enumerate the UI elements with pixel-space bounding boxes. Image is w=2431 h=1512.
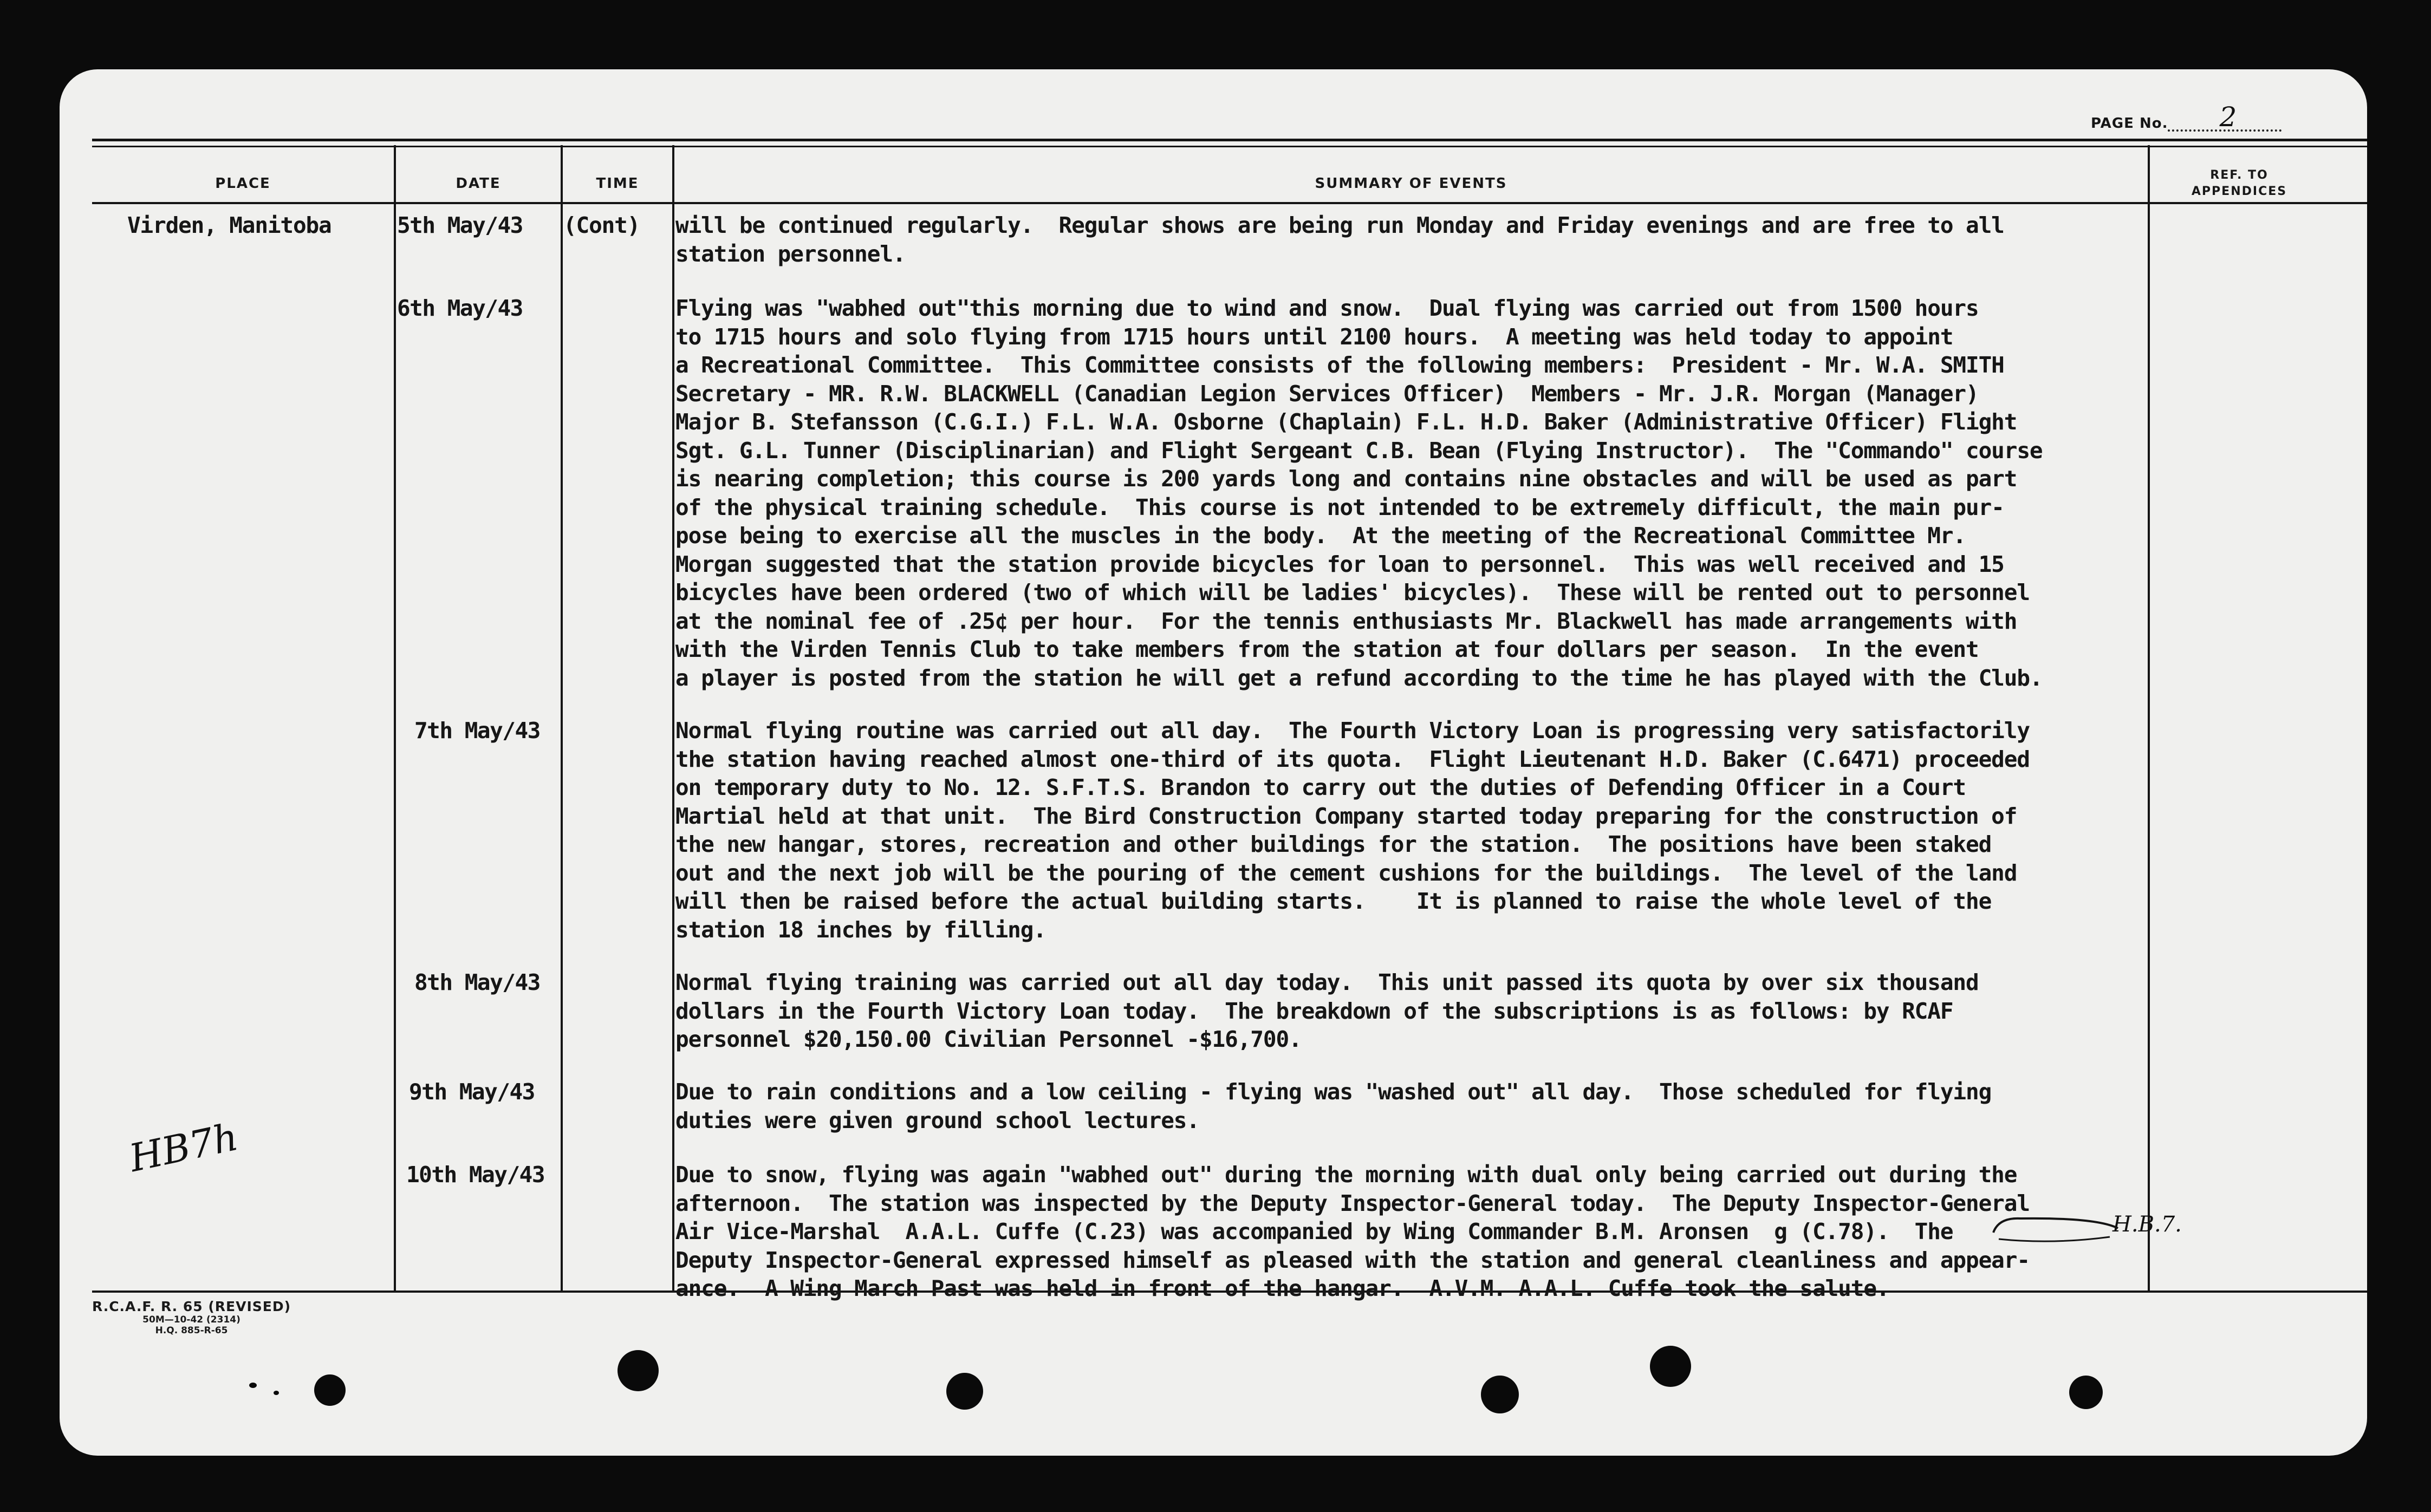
form-code: R.C.A.F. R. 65 (REVISED) (92, 1299, 291, 1314)
binder-hole (314, 1374, 346, 1406)
top-double-rule-2 (92, 146, 2367, 147)
form-hq-number: H.Q. 885-R-65 (155, 1325, 228, 1336)
header-time: TIME (596, 175, 639, 192)
inline-initials: H.B.7. (2112, 1212, 2182, 1237)
header-place: PLACE (215, 175, 271, 192)
binder-hole (1650, 1346, 1691, 1387)
summary-entry: Normal flying training was carried out all day today. This unit passed its quota by over six thousand dollars in the Fourth Victory Loan today. The breakdown of the subscriptions is as follows: by RCAF personnel $20,150.00 Civilian Personnel -$16,700. (675, 969, 1979, 1052)
binder-hole (2069, 1376, 2103, 1409)
form-identification (92, 1299, 291, 1336)
page-number-label: PAGE No. (2091, 115, 2168, 132)
date-entry: 10th May/43 (406, 1162, 545, 1188)
column-divider-summary-ref (2148, 145, 2150, 1292)
place-value: Virden, Manitoba (127, 212, 332, 238)
binder-hole (1481, 1376, 1519, 1413)
form-print-number: 50M—10-42 (2314) (142, 1314, 240, 1325)
date-entry: 8th May/43 (414, 969, 540, 995)
summary-entry: Flying was "wabhed out"this morning due to wind and snow. Dual flying was carried out from 1500 hours to 1715 hours and solo flying from 1715 hours until 2100 hours. A meeting was held today to appoint a Recreational Committee. This Committee consists of the following members: President - Mr. W.A. SMITH Secretary - MR. R.W. BLACKWELL (Canadian Legion Services Officer) Members - Mr. J.R. Morgan (Manager) Major B. Stefansson (C.G.I.) F.L. W.A. Osborne (Chaplain) F.L. H.D. Baker (Administrative Officer) Flight Sgt. G.L. Tunner (Disciplinarian) and Flight Sergeant C.B. Bean (Flying Instructor). The "Commando" course is nearing completion; this course is 200 yards long and contains nine obstacles and will be used as part of the physical training schedule. This course is not intended to be extremely difficult, the main pur- pose being to exercise all the muscles in the body. At the meeting of the Recreational Committee Mr. Morgan suggested that the station provide bicycles for loan to personnel. This was well received and 15 bicycles have been ordered (two of which will be ladies' bicycles). These will be rented out to personnel at the nominal fee of .25¢ per hour. For the tennis enthusiasts Mr. Blackwell has made arrangements with with the Virden Tennis Club to take members from the station at four dollars per season. In the event a player is posted from the station he will get a refund according to the time he has played with the Club. (675, 295, 2043, 691)
binder-hole (618, 1350, 659, 1391)
column-divider-date-time (561, 145, 563, 1292)
top-double-rule-1 (92, 139, 2367, 141)
summary-entry: Due to rain conditions and a low ceiling - flying was "washed out" all day. Those scheduled for flying duties were given ground school lectures. (675, 1079, 1992, 1133)
header-ref-appendices: REF. TO APPENDICES (2191, 168, 2287, 198)
page-number-value: 2 (2219, 101, 2238, 133)
column-divider-place-date (394, 145, 396, 1292)
page-number-dots (2168, 101, 2282, 133)
summary-entry: will be continued regularly. Regular shows are being run Monday and Friday evenings and are free to all station personnel. (675, 212, 2004, 267)
date-entry: 5th May/43 (397, 212, 523, 238)
date-entry: 6th May/43 (397, 295, 523, 321)
date-entry: 7th May/43 (414, 718, 540, 744)
summary-entry: Due to snow, flying was again "wabhed out" during the morning with dual only being carried out during the afternoon. The station was inspected by the Deputy Inspector-General today. The Deputy Inspector-General Air Vice-Marshal A.A.L. Cuffe (C.23) was accompanied by Wing Commander B.M. Aronsen g (C.78). The Deputy Inspector-General expressed himself as pleased with the station and general cleanliness and appear- ance. A Wing March Past was held in front of the hangar. A.V.M. A.A.L. Cuffe took the salute. (675, 1162, 2030, 1301)
initials-underline (1988, 1207, 2129, 1244)
smudge-mark (249, 1383, 257, 1388)
smudge-mark (274, 1391, 279, 1395)
header-summary: SUMMARY OF EVENTS (1315, 175, 1507, 192)
date-entry: 9th May/43 (409, 1079, 535, 1105)
diary-form-sheet (60, 69, 2367, 1456)
header-date: DATE (456, 175, 501, 192)
time-value: (Cont) (563, 212, 640, 238)
column-divider-time-summary (672, 145, 674, 1292)
summary-entry: Normal flying routine was carried out all day. The Fourth Victory Loan is progressing very satisfactorily the station having reached almost one-third of its quota. Flight Lieutenant H.D. Baker (C.6471) proceeded on temporary duty to No. 12. S.F.T.S. Brandon to carry out the duties of Defending Officer in a Court Martial held at that unit. The Bird Construction Company started today preparing for the construction of the new hangar, stores, recreation and other buildings for the station. The positions have been staked out and the next job will be the pouring of the cement cushions for the buildings. The level of the land will then be raised before the actual building starts. It is planned to raise the whole level of the station 18 inches by filling. (675, 718, 2030, 943)
margin-initials: HB7h (125, 1114, 242, 1181)
page-number (2091, 101, 2282, 133)
binder-hole (946, 1373, 983, 1410)
